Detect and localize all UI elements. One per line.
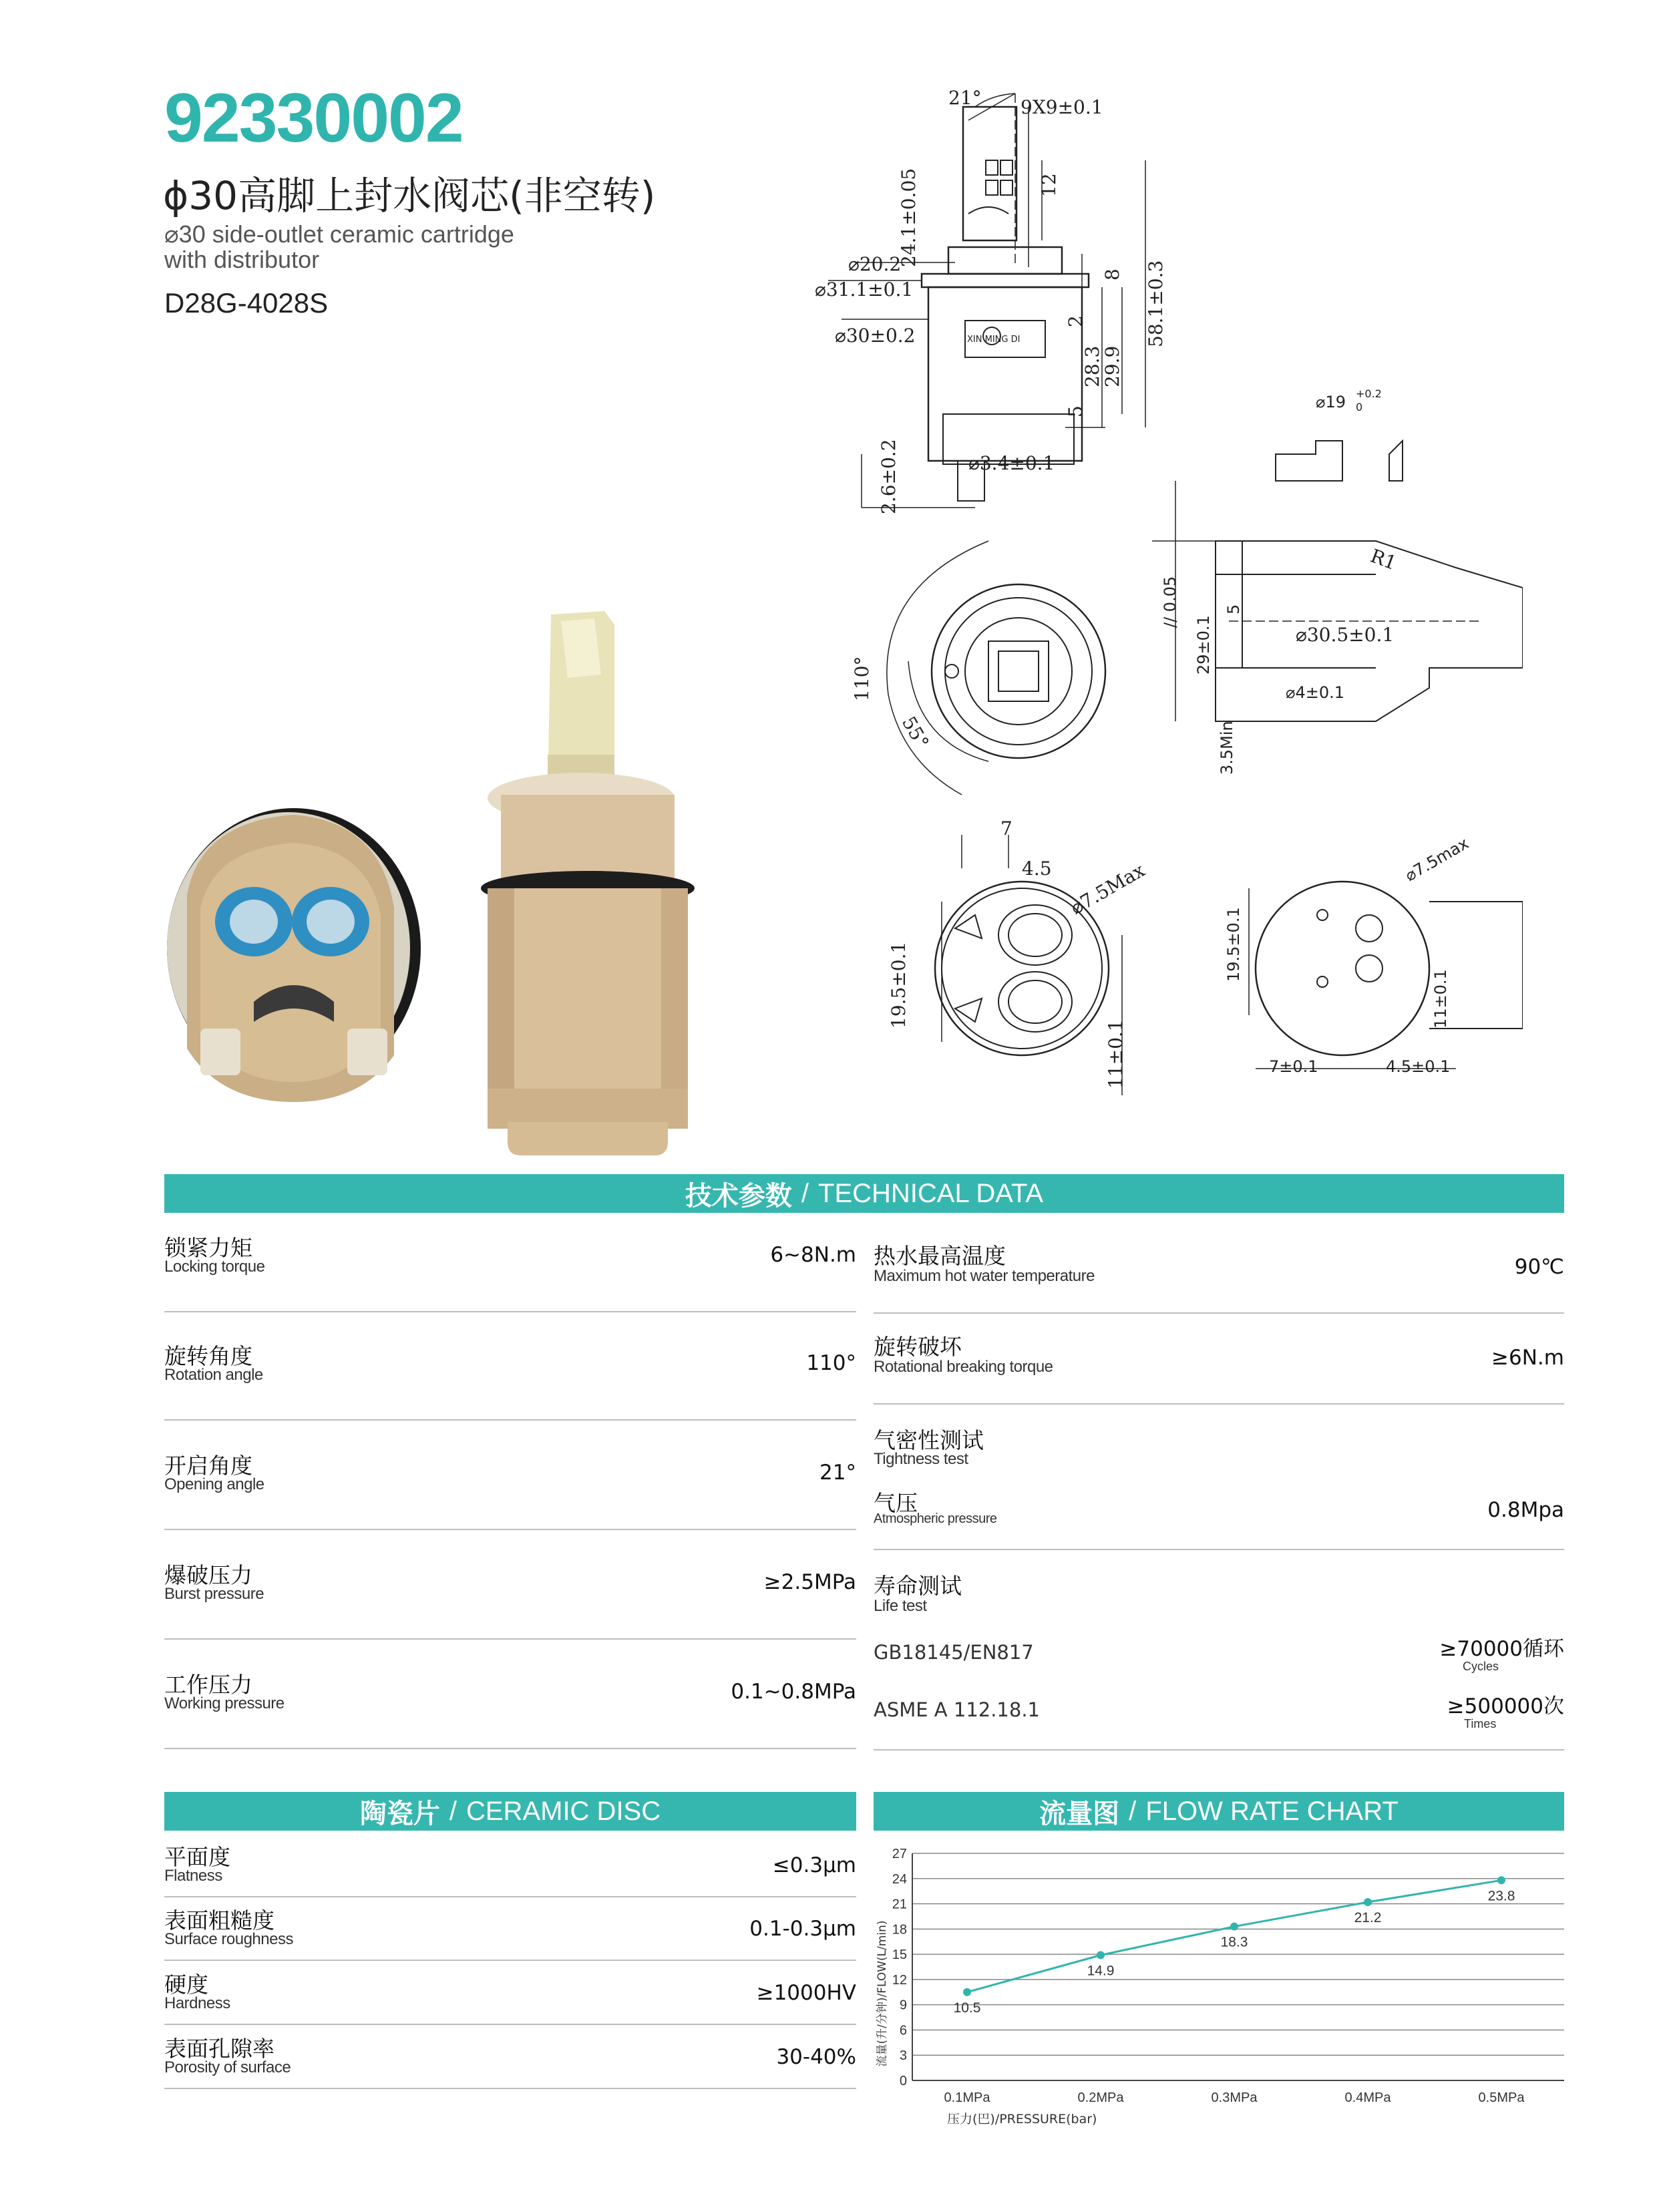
label-zh: 硬度 [164,1972,208,1998]
label-en: Working pressure [164,1694,285,1712]
label-en: Life test [874,1597,927,1615]
label-en: Tightness test [874,1450,968,1468]
product-photo [160,594,748,1162]
tech-row [164,1226,856,1312]
data-point [963,1988,971,1996]
seat-min: 3.5Min [1218,721,1236,775]
dim-26: 2.6±0.2 [878,439,900,514]
row-tightness [874,1403,1564,1550]
ceramic-row [164,2025,856,2089]
value: 21° [819,1461,856,1485]
dim-5: 5 [1065,405,1087,417]
y-tick-label: 0 [899,2074,907,2088]
y-tick-label: 3 [899,2048,907,2064]
drawing-seat-bottom [1249,882,1523,1069]
title-separator: / [449,1796,457,1826]
tech-row [164,1553,856,1640]
value: 0.1-0.3μm [749,1917,856,1941]
data-point [1364,1898,1372,1906]
flow-title-zh: 流量图 [1039,1799,1120,1829]
title-zh: ϕ30高脚上封水阀芯(非空转) [163,173,656,218]
dim-d30: ⌀30±0.2 [835,325,916,347]
flow-title-en: FLOW RATE CHART [1145,1796,1399,1826]
flow-rate-chart [874,1840,1568,2134]
title-en-line2: with distributor [164,246,320,273]
asme-value: ≥500000次 [1447,1694,1564,1718]
x-tick-label: 0.5MPa [1478,2090,1525,2105]
value: 90℃ [1514,1255,1564,1279]
tech-row [164,1443,856,1530]
title-separator: / [801,1178,809,1208]
x-axis-label: 压力(巴)/PRESSURE(bar) [947,2112,1097,2127]
row-life [874,1549,1564,1750]
y-tick-label: 24 [892,1871,907,1887]
data-label: 21.2 [1354,1910,1382,1926]
label-en: Surface roughness [164,1930,293,1948]
seatb-d75: ⌀7.5max [1402,834,1472,886]
y-tick-label: 27 [892,1847,907,1861]
data-label: 10.5 [953,2000,981,2016]
model-number: 92330002 [164,79,463,157]
label-en: Hardness [164,1994,230,2012]
y-tick-label: 9 [899,1998,907,2013]
label-zh: 旋转角度 [164,1343,252,1369]
value: 0.1~0.8MPa [731,1680,856,1704]
drawing-valve-seat [1152,441,1523,721]
technical-data-header [164,1174,1564,1213]
seatb-h195: 19.5±0.1 [1224,907,1243,982]
bottom-w7: 7 [1000,817,1012,840]
value: ≥2.5MPa [763,1570,856,1594]
label-en: Rotational breaking torque [874,1358,1053,1376]
value: 30-40% [776,2045,856,2069]
x-tick-label: 0.2MPa [1077,2090,1124,2105]
dim-299: 29.9 [1101,345,1123,387]
label-zh: 气密性测试 [874,1427,984,1453]
label-zh: 平面度 [164,1844,230,1870]
dim-581: 58.1±0.3 [1145,260,1167,347]
drawing-round-view [887,541,1105,795]
bottom-h11: 11±0.1 [1105,1019,1127,1089]
seatb-h11: 11±0.1 [1431,969,1450,1029]
dim-d31: ⌀31.1±0.1 [815,279,914,301]
seat-tol-zero: 0 [1356,401,1363,413]
value: ≥1000HV [756,1981,856,2005]
seatb-w45: 4.5±0.1 [1386,1057,1451,1076]
value: 0.8Mpa [1487,1498,1564,1522]
seat-d305: ⌀30.5±0.1 [1296,624,1395,646]
y-tick-label: 15 [892,1948,907,1963]
dim-12: 12 [1038,173,1060,197]
data-point [1230,1923,1238,1931]
data-point [1097,1951,1105,1959]
product-code: D28G-4028S [164,287,329,319]
ceramic-title-en: CERAMIC DISC [466,1796,661,1826]
seat-d4: ⌀4±0.1 [1286,683,1344,702]
label-zh: 锁紧力矩 [164,1235,252,1261]
y-tick-label: 21 [892,1897,907,1912]
seat-r1: R1 [1367,544,1400,574]
label-zh: 工作压力 [164,1672,252,1698]
label-zh: 爆破压力 [164,1562,252,1588]
label-zh: 开启角度 [164,1453,252,1479]
label-atm-en: Atmospheric pressure [874,1511,997,1526]
value: 110° [806,1351,856,1375]
dim-d34: ⌀3.4±0.1 [968,452,1055,474]
gb-standard: GB18145/EN817 [874,1641,1034,1664]
gb-unit: Cycles [1463,1660,1499,1673]
tech-row [164,1662,856,1749]
angle-55: 55° [897,713,934,753]
dim-square: 9X9±0.1 [1021,96,1103,118]
y-axis-label: 流量(升/分钟)/FLOW(L/min) [876,1920,889,2067]
y-tick-label: 18 [892,1922,907,1938]
cartridge-bottom-view [167,808,421,1102]
label-en: Maximum hot water temperature [874,1267,1095,1285]
title-en-line1: ⌀30 side-outlet ceramic cartridge [164,220,514,248]
seat-h29: 29±0.1 [1194,615,1213,675]
ceramic-row [164,1833,856,1897]
label-zh: 旋转破坏 [874,1334,962,1360]
x-tick-label: 0.3MPa [1211,2090,1258,2105]
dim-8: 8 [1101,268,1123,281]
angle-110: 110° [851,656,873,701]
cartridge-side-view [481,611,695,1155]
bottom-h195: 19.5±0.1 [888,941,910,1029]
seatb-w7: 7±0.1 [1269,1057,1318,1076]
data-label: 18.3 [1220,1934,1248,1950]
bottom-d75: ⌀7.5Max [1067,859,1149,920]
ceramic-header [164,1792,856,1831]
seat-tol-plus: +0.2 [1356,387,1382,400]
tech-row [164,1334,856,1421]
ceramic-row [164,1897,856,1961]
title-separator: / [1129,1796,1137,1826]
dim-angle-21: 21° [948,87,982,109]
asme-unit: Times [1464,1717,1497,1730]
label-zh: 表面粗糙度 [164,1907,274,1933]
ceramic-title-zh: 陶瓷片 [359,1799,440,1829]
label-en: Burst pressure [164,1585,264,1603]
value: ≥6N.m [1491,1346,1564,1370]
drawing-cartridge-side [828,94,1145,508]
seat-flat: // 0.05 [1161,576,1179,628]
label-zh: 表面孔隙率 [164,2036,274,2062]
ceramic-row [164,1961,856,2025]
data-label: 14.9 [1087,1963,1115,1979]
data-label: 23.8 [1487,1888,1515,1904]
gb-value: ≥70000循环 [1439,1637,1564,1661]
y-tick-label: 12 [892,1972,907,1988]
dim-24: 24.1±0.05 [898,168,920,267]
label-en: Rotation angle [164,1366,263,1384]
dim-d20: ⌀20.2 [848,253,902,275]
flow-header [874,1792,1564,1831]
bottom-w45: 4.5 [1022,858,1052,880]
technical-title-en: TECHNICAL DATA [818,1178,1044,1208]
dim-283: 28.3 [1081,345,1103,387]
seat-d19: ⌀19 [1316,393,1346,411]
x-tick-label: 0.4MPa [1344,2090,1391,2105]
value: 6~8N.m [770,1243,856,1267]
row-break [874,1312,1564,1405]
seat-h5: 5 [1224,604,1243,614]
data-point [1497,1876,1505,1884]
y-tick-label: 6 [899,2023,907,2038]
x-tick-label: 0.1MPa [944,2090,990,2105]
value: ≤0.3μm [772,1853,856,1877]
label-en: Opening angle [164,1475,264,1493]
label-en: Flatness [164,1867,222,1885]
label-zh: 热水最高温度 [874,1243,1006,1269]
label-zh: 寿命测试 [874,1573,962,1599]
brand-label: XIN MING DI [967,335,1021,345]
asme-standard: ASME A 112.18.1 [874,1698,1041,1721]
row-temp [874,1226,1564,1314]
label-en: Porosity of surface [164,2058,291,2076]
label-en: Locking torque [164,1258,265,1276]
label-atm-zh: 气压 [874,1490,918,1516]
technical-drawing [788,80,1523,1122]
technical-title-zh: 技术参数 [685,1181,792,1211]
dim-2: 2 [1065,315,1087,327]
